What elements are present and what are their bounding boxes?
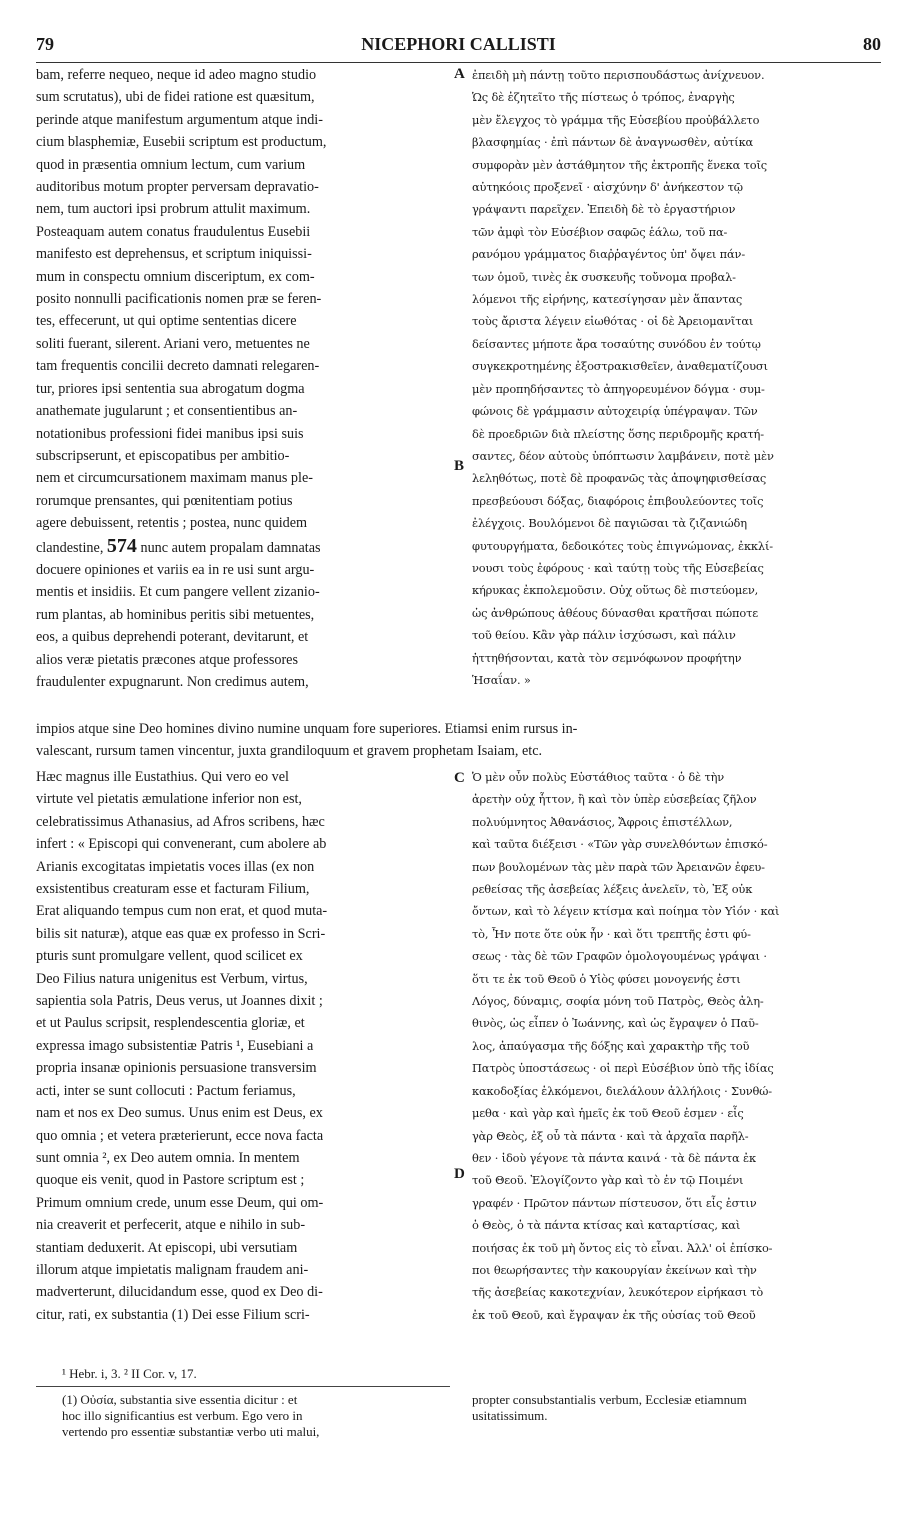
text-line: ποι θεωρήσαντες τὴν κακουργίαν ἐκείνων καὶ τὴν [472,1262,757,1277]
text-line: ἀρετὴν οὐχ ἧττον, ἢ καὶ τὸν ὑπὲρ εὐσεβείας ζῆλον [472,792,757,807]
full-width-latin [36,718,882,763]
text-line: φώνοις δὲ γράμμασιν αὐτοχειρίᾳ ὑπέγραψαν. Τῶν [472,404,758,419]
text-line: Deo Filius natura unigenitus est Verbum, virtus, [36,970,308,987]
text-line: συμφορὰν μὲν ἀστάθμητον τῆς ἐκτροπῆς ἕνεκα τοῖς [472,157,768,172]
greek-column-top [472,64,882,691]
text-line: ἐλέγχοις. Βουλόμενοι δὲ παγιῶσαι τὰ ζιζανιώδη [472,516,747,531]
text-line: ποιήσας ἐκ τοῦ μὴ ὄντος εἰς τὸ εἶναι. Ἀλλ' οἱ ἐπίσκο- [472,1240,773,1255]
text-line: τῆς ἀσεβείας κακοτεχνίαν, λευκότερον εἰρήκασι τὸ [472,1285,764,1300]
text-line: ὅτι τε ἐκ τοῦ Θεοῦ ὁ Υἱὸς φύσει μονογενής ἐστι [472,971,741,986]
text-line: sapientia sola Patris, Deus verus, ut Joannes dixit ; [36,993,323,1010]
text-line: quo omnia ; et vetera præterierunt, ecce nova facta [36,1127,324,1144]
text-line: subscripserunt, et episcopatibus per ambitio- [36,447,290,464]
text-line: γὰρ Θεὸς, ἐξ οὗ τὰ πάντα · καὶ τὰ ἀρχαῖα παρῆλ- [472,1128,749,1143]
text-line: soliti fuerant, silerent. Ariani vero, metuentes ne [36,335,310,352]
text-line: alios veræ pietatis præcones atque professores [36,651,299,668]
text-line: stantiam deduxerit. At episcopi, ubi versutiam [36,1239,298,1256]
text-line: tes, effecerunt, ut qui optime sententias dicere [36,313,297,330]
text-line: acti, inter se sunt collocuti : Pactum feriamus, [36,1082,296,1099]
greek-column-bottom [472,766,882,1326]
text-line: quoque eis venit, quod in Pastore scriptum est ; [36,1172,305,1189]
text-line: τοῦ θείου. Κἂν γὰρ πάλιν ἰσχύσωσι, καὶ πάλιν [472,628,736,643]
section-marker-c: C [454,770,465,786]
right-page-number: 80 [863,34,881,54]
text-line: ὁ Θεὸς, ὁ τὰ πάντα κτίσας καὶ καταρτίσας, καὶ [472,1218,741,1233]
text-line: τῶν ἀμφὶ τὸν Εὐσέβιον σαφῶς ἑάλω, τοῦ πα- [472,224,728,239]
footnote-line: propter consubstantialis verbum, Ecclesiæ etiamnum [472,1392,747,1407]
text-line: λος, ἀπαύγασμα τῆς δόξης καὶ χαρακτὴρ τῆς τοῦ [472,1038,750,1053]
section-marker-a: A [454,66,465,82]
left-page-number: 79 [36,34,54,54]
text-line: θινὸς, ὡς εἶπεν ὁ Ἰωάννης, καὶ ὡς ἔγραψεν ὁ Παῦ- [472,1016,759,1031]
text-line: Ὡς δὲ ἐζητεῖτο τῆς πίστεως ὁ τρόπος, ἐναργὴς [472,90,735,105]
text-line: quod in præsentia omnium lectum, cum varium [36,156,306,173]
text-line: νουσι τοὺς ἐφόρους · καὶ ταύτῃ τοὺς τῆς Εὐσεβείας [472,560,764,575]
text-line: Ὁ μὲν οὖν πολὺς Εὐστάθιος ταῦτα · ὁ δὲ τὴν [472,770,725,784]
text-line: virtute vel pietatis æmulatione inferior non est, [36,791,302,808]
text-line: illorum atque impietatis malignam fraudem ani- [36,1261,309,1278]
text-line: perinde atque manifestum argumentum atque indi- [36,111,323,128]
text-line: τοῦ Θεοῦ. Ἐλογίζοντο γὰρ καὶ τὸ ἐν τῷ Ποιμένι [472,1173,744,1188]
footnote-line: usitatissimum. [472,1408,548,1423]
text-line: γραφέν · Πρῶτον πάντων πίστευσον, ὅτι εἷς ἐστιν [472,1195,757,1210]
text-line: πολυύμνητος Ἀθανάσιος, Ἄφροις ἐπιστέλλων, [472,814,733,829]
footnote-left [62,1392,450,1440]
text-line: cium blasphemiæ, Eusebii scriptum est productum, [36,134,327,151]
text-line: tam frequentis concilii decreto damnati relegaren- [36,358,320,375]
page-header [36,34,881,60]
text-line: Hæc magnus ille Eustathius. Qui vero eo vel [36,769,289,785]
running-title: NICEPHORI CALLISTI [361,34,556,54]
text-line: rorumque prensantes, qui pœnitentiam potius [36,492,293,509]
text-line: ἐπειδὴ μὴ πάντῃ τοῦτο περισπουδάστως ἀνίχνευον. [472,68,765,82]
text-line: των ὁμοῦ, τινὲς ἐκ συσκευῆς τοὔνομα προβαλ- [472,269,736,284]
text-line: κήρυκας ἐκπολεμοῦσιν. Οὐχ οὕτως δὲ πιστεύομεν, [472,583,759,598]
footnote-right [472,1392,882,1424]
footnote-line: hoc illo significantius est verbum. Ego vero in [62,1408,303,1423]
text-fragment: clandestine, [36,539,107,556]
text-line: posito nonnulli pacificationis nomen præ se feren- [36,291,322,308]
text-line: bilis sit naturæ), atque eas quæ ex professo in Scri- [36,925,326,942]
text-line: αὐτηκόοις προξενεῖ · αἰσχύνην δ' ἀνήκεστον τῷ [472,180,743,195]
text-line: ὄντων, καὶ τὸ λέγειν κτίσμα καὶ ποίημα τὸν Υἱόν · καὶ [472,904,780,919]
text-line: Arianis excogitatas impietatis voces illas (ex non [36,858,315,875]
text-fragment: nunc autem propalam damnatas [136,539,321,556]
text-line: μὲν ἔλεγχος τὸ γράμμα τῆς Εὐσεβίου προὐβάλλετο [472,112,760,127]
text-line: bam, referre nequeo, neque id adeo magno studio [36,67,317,83]
section-marker-b: B [454,458,465,474]
text-line: Posteaquam autem conatus fraudulentus Eusebii [36,223,311,240]
text-line: συγκεκροτημένης ἐξοστρακισθεῖεν, ἀναθεματίζουσι [472,359,768,374]
text-line: θεν · ἰδοὺ γέγονε τὰ πάντα καινά · τὰ δὲ πάντα ἐκ [472,1150,756,1165]
text-line: Erat aliquando tempus cum non erat, et quod muta- [36,903,328,920]
text-line: sum scrutatus), ubi de fidei ratione est quæsitum, [36,89,315,106]
text-line: κακοδοξίας ἑλκόμενοι, διελάλουν ἀλλήλοις · Συνθώ- [472,1083,773,1098]
text-line: δὲ προεδριῶν διὰ πλείστης ὅσης περιδρομῆς κρατή- [472,426,764,441]
text-line: nam et nos ex Deo sumus. Unus enim est Deus, ex [36,1105,323,1122]
text-line [36,535,450,559]
footnote-line: (1) Οὐσία, substantia sive essentia dicitur : et [62,1392,298,1407]
text-line: rum plantas, ab hominibus peritis sibi metuentes, [36,606,315,623]
text-line: τοὺς ἄριστα λέγειν εἰωθότας · οἱ δὲ Ἀρειομανῖται [472,314,754,329]
text-line: docuere opiniones et variis ea in re usi sunt argu- [36,561,315,578]
header-rule [36,62,881,63]
text-line: φυτουργήματα, δεδοικότες τοὺς ἐπιγνώμονας, ἐκκλί- [472,538,773,553]
column-number: 574 [106,534,137,557]
text-line: δείσαντες μήποτε ἄρα τοσαύτης συνόδου ἐν τούτῳ [472,336,761,351]
text-line: exsistentibus creaturam esse et facturam Filium, [36,881,310,898]
text-line: expressa imago subsistentiæ Patris ¹, Eusebiani a [36,1037,314,1054]
text-line: μὲν προπηδήσαντες τὸ ἀπηγορευμένον δόγμα · συμ- [472,381,765,396]
text-line: pturis sunt promulgare vellent, quod scilicet ex [36,948,303,965]
text-line: ὡς ἀνθρώπους ἀθέους δύνασθαι κρατῆσαι πώποτε [472,605,758,620]
text-line: agere debuissent, retentis ; postea, nunc quidem [36,515,308,532]
text-line: βλασφημίας · ἐπὶ πάντων δὲ ἀναγνωσθὲν, αὐτίκα [472,135,754,150]
footnote-line: vertendo pro essentiæ substantiæ verbo uti malui, [62,1424,320,1439]
text-line: mentis et insidiis. Et cum pangere vellent zizanio- [36,584,320,601]
footnote-rule [36,1386,450,1387]
text-line: ρεθείσας τῆς ἀσεβείας λέξεις ἀνελεῖν, τὸ, Ἐξ οὐκ [472,882,753,897]
text-line: fraudulenter expugnarunt. Non credimus autem, [36,673,309,690]
text-line: valescant, rursum tamen vincentur, juxta grandiloquum et gravem prophetam Isaiam, etc. [36,743,543,760]
text-line: celebratissimus Athanasius, ad Afros scribens, hæc [36,813,325,830]
text-line: καὶ ταῦτα διέξεισι · «Τῶν γὰρ συνελθόντων ἐπισκό- [472,837,768,852]
text-line: μεθα · καὶ γὰρ καὶ ἡμεῖς ἐκ τοῦ Θεοῦ ἐσμεν · εἷς [472,1106,744,1121]
section-marker-d: D [454,1166,465,1182]
text-line: Ἡσαΐαν. » [472,672,531,687]
text-line: Primum omnium crede, unum esse Deum, qui om- [36,1194,324,1211]
text-line: tur, priores ipsi sententia sua abrogatum dogma [36,380,305,397]
text-line: impios atque sine Deo homines divino numine unquam fore superiores. Etiamsi enim rursus in- [36,721,578,737]
text-line: σεως · τὰς δὲ τῶν Γραφῶν ὁμολογουμένως γράψαι · [472,949,767,964]
latin-column-top [36,64,450,693]
text-line: λεληθότως, ποτὲ δὲ προφανῶς τὰς ἀποψηφισθείσας [472,471,767,486]
latin-column-bottom [36,766,450,1326]
text-line: infert : « Episcopi qui convenerant, cum abolere ab [36,836,327,853]
text-line: mum in conspectu omnium disceriptum, ex com- [36,268,315,285]
text-line: et ut Paulus scripsit, resplendescentia gloriæ, et [36,1015,305,1032]
text-line: ἐκ τοῦ Θεοῦ, καὶ ἔγραψαν ἐκ τῆς οὐσίας τοῦ Θεοῦ [472,1307,756,1322]
text-line: nem et circumcursationem maximam manus ple- [36,470,313,487]
text-line: notationibus professioni fidei manibus ipsi suis [36,425,304,442]
text-line: sunt omnia ², ex Deo autem omnia. In mentem [36,1149,300,1166]
text-line: anathemate jugularunt ; et consentientibus an- [36,403,298,420]
scripture-references: ¹ Hebr. i, 3. ² II Cor. v, 17. [62,1366,197,1381]
text-line: madverterunt, dilucidandum esse, quod ex Deo di- [36,1284,323,1301]
text-line: Πατρὸς ὑποστάσεως · οἱ περὶ Εὐσέβιον ὑπὸ τῆς ἰδίας [472,1061,774,1076]
text-line: σαντες, δέον αὐτοὺς ὑπόπτωσιν λαμβάνειν, ποτὲ μὲν [472,448,774,463]
text-line: πρεσβεύουσι δόξας, διαφόροις ἐπιβουλεύοντες τοῖς [472,493,764,508]
text-line: Λόγος, δύναμις, σοφία μόνη τοῦ Πατρὸς, Θεὸς ἀλη- [472,994,764,1009]
text-line: γράψαντι παρεῖχεν. Ἐπειδὴ δὲ τὸ ἐργαστήριον [472,202,736,217]
text-line: ρανόμου γράμματος διαῤῥαγέντος ὑπ' ὄψει πάν- [472,247,746,262]
text-line: πων βουλομένων τὰς μὲν παρὰ τῶν Ἀρειανῶν ἐφευ- [472,859,765,874]
text-line: manifesto est deprehensus, et scriptum iniquissi- [36,246,312,263]
text-line: propria insanæ opinionis persuasione transversim [36,1060,317,1077]
text-line: citur, rati, ex substantia (1) Dei esse Filium scri- [36,1306,310,1323]
text-line: ἡττηθήσονται, κατὰ τὸν σεμνόφωνον προφήτην [472,650,742,665]
text-line: nia creaverit et perfecerit, atque e nihilo in sub- [36,1217,306,1234]
text-line: nem, tum auctori ipsi probrum attulit maximum. [36,201,311,218]
text-line: λόμενοι τῆς εἰρήνης, κατεσίγησαν μὲν ἅπαντας [472,292,743,307]
text-line: eos, a quibus deprehendi poterant, devitarunt, et [36,629,309,646]
text-line: τὸ, Ἦν ποτε ὅτε οὐκ ἦν · καὶ ὅτι τρεπτῆς ἐστι φύ- [472,926,751,941]
text-line: auditoribus motum propter perversam depravatio- [36,179,319,196]
